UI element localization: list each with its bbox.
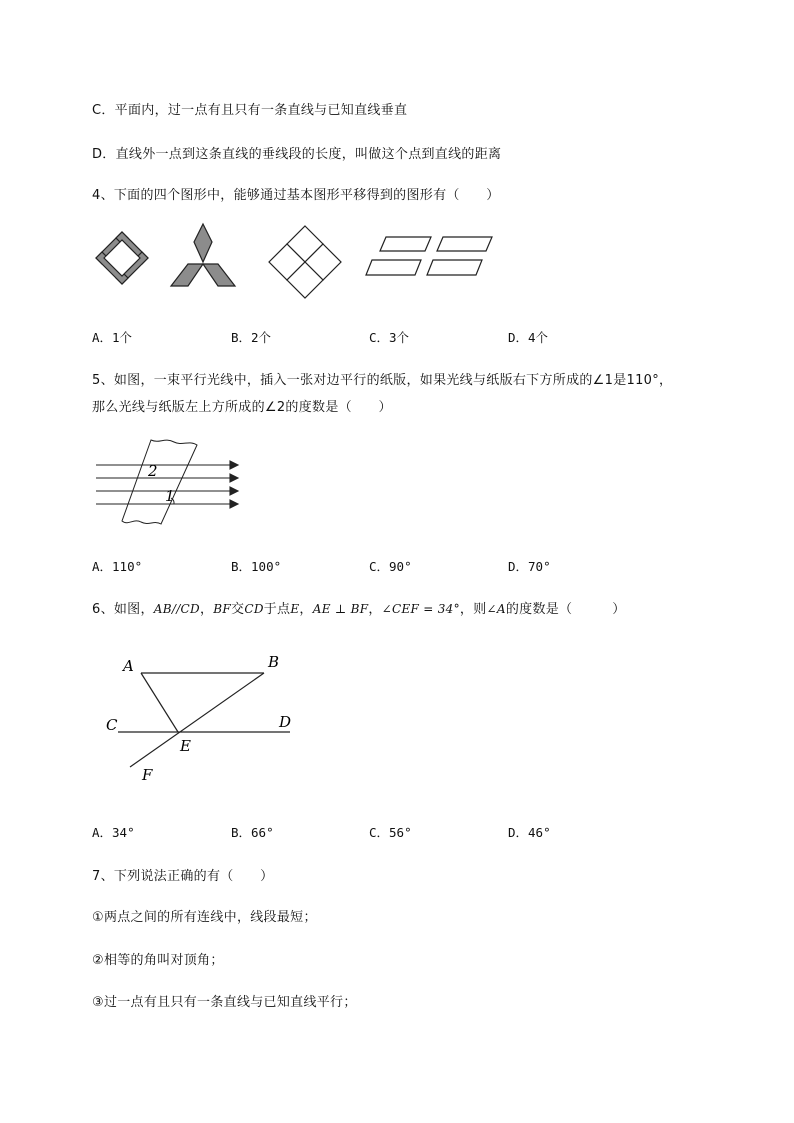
q6-figure xyxy=(100,650,300,785)
q5-paper-board xyxy=(122,440,197,524)
q6-mid-1: 交 xyxy=(231,602,245,617)
q6-label-e: E xyxy=(180,737,191,755)
q6-expr-e: E xyxy=(290,602,300,616)
q5-option-c[interactable]: C．90° xyxy=(369,559,412,574)
q6-label-f: F xyxy=(142,766,153,784)
q6-stem-pre: 6、如图， xyxy=(92,602,154,617)
q5-angle-1-label: 1 xyxy=(165,487,175,505)
q5-figure xyxy=(94,438,244,530)
q6-option-d[interactable]: D．46° xyxy=(508,825,551,840)
q4-figure-2-rhombi xyxy=(171,224,235,286)
q4-figures xyxy=(90,222,510,302)
q6-label-c: C xyxy=(106,716,118,734)
q5-option-b[interactable]: B．100° xyxy=(231,559,282,574)
q6-stem xyxy=(92,598,626,617)
q7-statement-2: ②相等的角叫对顶角； xyxy=(92,953,224,968)
q5-angle-2-label: 2 xyxy=(148,462,158,480)
q6-sep-2: ， xyxy=(299,602,313,617)
q7-statement-3: ③过一点有且只有一条直线与已知直线平行； xyxy=(92,995,357,1010)
q6-label-d: D xyxy=(279,713,292,731)
q4-stem: 4、下面的四个图形中，能够通过基本图形平移得到的图形有（ ） xyxy=(92,188,500,203)
q6-expr-bf: BF xyxy=(213,602,232,616)
q4-option-a[interactable]: A．1个 xyxy=(92,330,133,345)
option-c-text: C．平面内，过一点有且只有一条直线与已知直线垂直 xyxy=(92,103,408,118)
q6-option-c[interactable]: C．56° xyxy=(369,825,412,840)
q7-stem: 7、下列说法正确的有（ ） xyxy=(92,869,274,884)
q6-expr-angle-cef: ∠CEF = 34° xyxy=(381,602,460,616)
q5-stem-line1: 5、如图，一束平行光线中，插入一张对边平行的纸版，如果光线与纸版右下方所成的∠1是110°， xyxy=(92,373,673,388)
q6-expr-angle-a: ∠A xyxy=(486,602,506,616)
q6-lines xyxy=(118,673,290,767)
q6-expr-ab-parallel-cd: AB//CD xyxy=(153,602,200,616)
q4-options xyxy=(92,328,652,346)
q7-statement-1: ①两点之间的所有连线中，线段最短； xyxy=(92,910,317,925)
q5-stem-line2: 那么光线与纸版左上方所成的∠2的度数是（ ） xyxy=(92,400,392,415)
q6-label-a: A xyxy=(123,657,134,675)
q4-figure-1-frame xyxy=(96,232,148,284)
q5-options xyxy=(92,557,652,575)
q6-sep-3: ， xyxy=(368,602,382,617)
q6-option-a[interactable]: A．34° xyxy=(92,825,135,840)
q6-sep-1: ， xyxy=(199,602,214,617)
q4-option-b[interactable]: B．2个 xyxy=(231,330,272,345)
q4-option-d[interactable]: D．4个 xyxy=(508,330,549,345)
q6-mid-2: 于点 xyxy=(263,602,291,617)
q5-option-a[interactable]: A．110° xyxy=(92,559,143,574)
q6-option-b[interactable]: B．66° xyxy=(231,825,274,840)
q6-mid-3: ，则 xyxy=(459,602,487,617)
q6-expr-ae-perp-bf: AE ⊥ BF xyxy=(312,602,369,616)
q6-label-b: B xyxy=(268,653,280,671)
q6-stem-post: 的度数是（ ） xyxy=(505,602,626,617)
q6-options xyxy=(92,823,652,841)
q4-figure-3-squares xyxy=(269,226,341,298)
q4-figure-4-parallelograms xyxy=(366,237,492,275)
q5-option-d[interactable]: D．70° xyxy=(508,559,551,574)
q4-option-c[interactable]: C．3个 xyxy=(369,330,410,345)
q6-expr-cd: CD xyxy=(244,602,264,616)
option-d-text: D．直线外一点到这条直线的垂线段的长度，叫做这个点到直线的距离 xyxy=(92,147,502,162)
